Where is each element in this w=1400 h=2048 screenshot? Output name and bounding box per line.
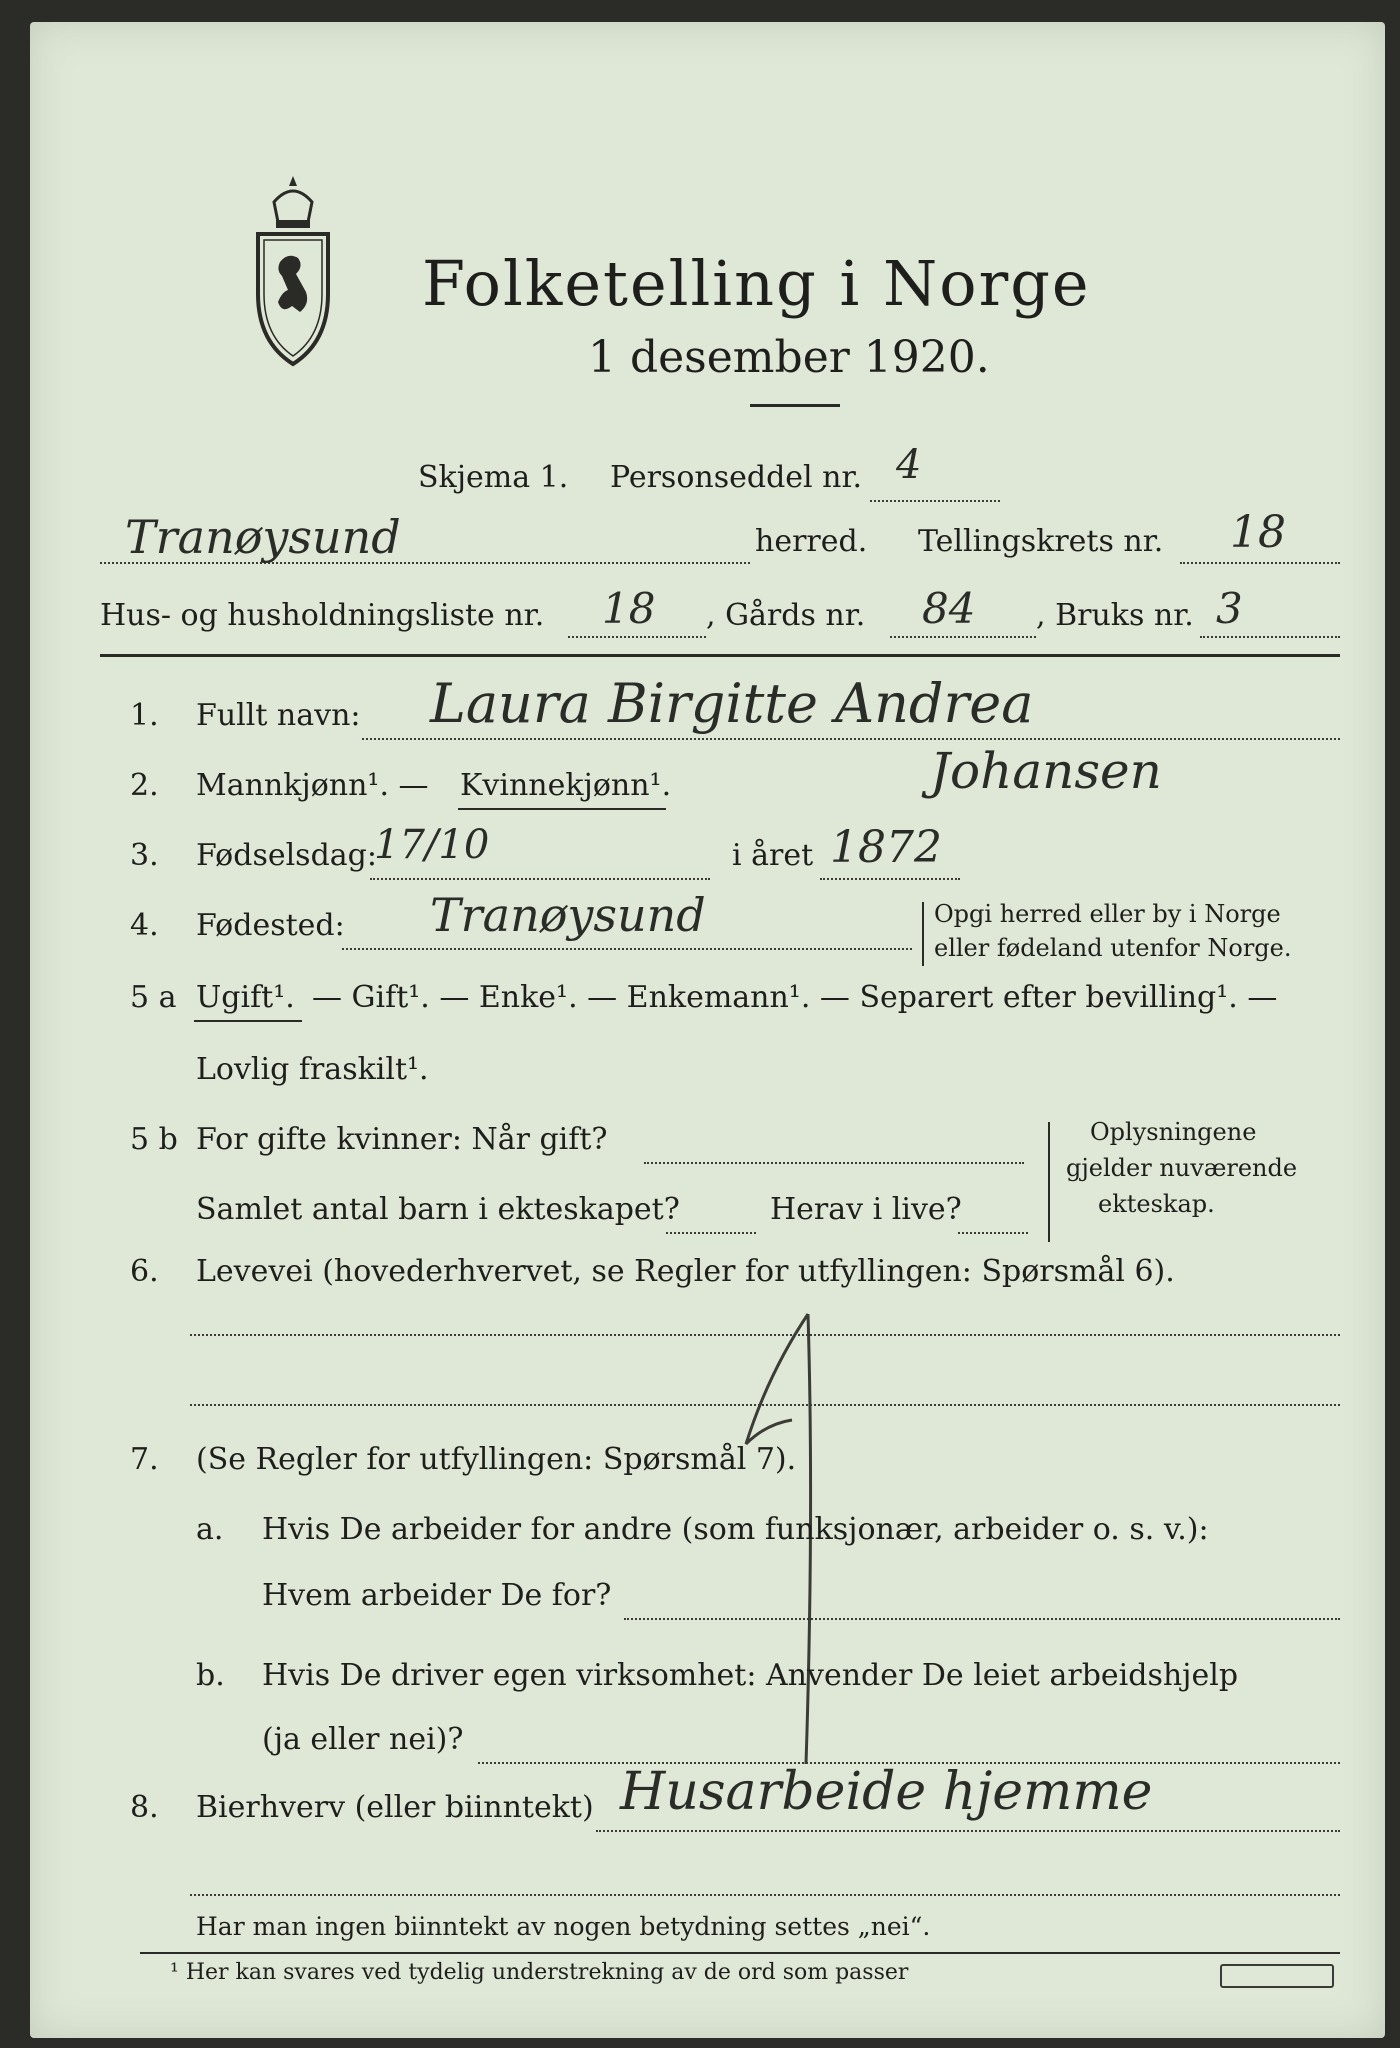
personseddel-value: 4 (896, 442, 922, 488)
q5b-children-line (666, 1232, 756, 1234)
q2-label-female: Kvinnekjønn¹. (460, 768, 672, 803)
q3-number: 3. (130, 838, 159, 873)
husholdningsliste-label: Hus- og husholdningsliste nr. (100, 598, 545, 633)
q4-brace (922, 902, 924, 966)
q7a-line2: Hvem arbeider De for? (262, 1578, 612, 1613)
q5b-note-line3: ekteskap. (1098, 1190, 1215, 1218)
q5b-alive-label: Herav i live? (770, 1192, 962, 1227)
q7a-letter: a. (196, 1512, 224, 1547)
q7b-line1: Hvis De driver egen virksomhet: Anvender De leiet arbeidshjelp (262, 1658, 1239, 1693)
birthplace-value: Tranøysund (430, 888, 706, 942)
q3-year-line (820, 878, 960, 880)
bruks-value: 3 (1216, 584, 1243, 633)
birthyear-value: 1872 (830, 822, 942, 873)
title-divider (750, 404, 840, 407)
q3-line (370, 878, 710, 880)
footnote: ¹ Her kan svares ved tydelig understrekning av de ord som passer (170, 1960, 909, 1985)
q4-line (342, 948, 912, 950)
census-form-page (30, 22, 1385, 2038)
q4-note-line1: Opgi herred eller by i Norge (934, 900, 1281, 928)
q8-label: Bierhverv (eller biinntekt) (196, 1790, 594, 1825)
q3-year-label: i året (732, 838, 814, 873)
q4-number: 4. (130, 908, 159, 943)
husholdningsliste-line (568, 636, 706, 638)
gards-line (890, 636, 1036, 638)
q5b-number: 5 b (130, 1122, 178, 1157)
q2-underline (458, 808, 666, 810)
norwegian-coat-of-arms-icon (252, 172, 334, 372)
q5a-line2: Lovlig fraskilt¹. (196, 1052, 429, 1087)
q2-number: 2. (130, 768, 159, 803)
q5b-line1 (644, 1162, 1024, 1164)
q4-note-line2: eller fødeland utenfor Norge. (934, 934, 1292, 962)
q6-label: Levevei (hovederhvervet, se Regler for utfyllingen: Spørsmål 6). (196, 1254, 1175, 1289)
bruks-label: , Bruks nr. (1036, 598, 1194, 633)
q7-label: (Se Regler for utfyllingen: Spørsmål 7). (196, 1442, 797, 1477)
schema-label: Skjema 1. (418, 460, 569, 495)
herred-value: Tranøysund (125, 510, 401, 564)
personseddel-line (870, 500, 1000, 502)
q5a-ugift: Ugift¹. (196, 980, 295, 1015)
q5a-number: 5 a (130, 980, 177, 1015)
footer-rule (140, 1952, 1340, 1954)
husholdningsliste-value: 18 (602, 584, 656, 633)
q8-line2 (190, 1894, 1340, 1896)
q8-number: 8. (130, 1790, 159, 1825)
birthdate-value: 17/10 (374, 822, 490, 868)
q5b-children-label: Samlet antal barn i ekteskapet? (196, 1192, 680, 1227)
footer-note: Har man ingen biinntekt av nogen betydning settes „nei“. (196, 1912, 931, 1941)
q3-label: Fødselsdag: (196, 838, 377, 873)
q7a-line1: Hvis De arbeider for andre (som funksjonær, arbeider o. s. v.): (262, 1512, 1209, 1547)
tellingskrets-line (1180, 562, 1340, 564)
q5b-note-line1: Oplysningene (1090, 1118, 1257, 1146)
q5b-note-line2: gjelder nuværende (1066, 1154, 1298, 1182)
bruks-line (1200, 636, 1340, 638)
secondary-income-value: Husarbeide hjemme (620, 1762, 1153, 1822)
form-date: 1 desember 1920. (588, 332, 990, 383)
q5a-underline (194, 1020, 302, 1022)
full-name-value: Laura Birgitte Andrea (430, 672, 1034, 735)
q4-label: Fødested: (196, 908, 345, 943)
q1-number: 1. (130, 698, 159, 733)
printer-stamp (1220, 1964, 1334, 1988)
q7b-letter: b. (196, 1658, 225, 1693)
q5b-alive-line (958, 1232, 1028, 1234)
tellingskrets-value: 18 (1230, 507, 1286, 558)
q5a-options: — Gift¹. — Enke¹. — Enkemann¹. — Separert efter bevilling¹. — (312, 980, 1278, 1015)
q2-label-male: Mannkjønn¹. — (196, 768, 429, 803)
q5b-brace (1048, 1122, 1050, 1242)
q7-number: 7. (130, 1442, 159, 1477)
header-rule (100, 654, 1340, 657)
q8-line (596, 1830, 1340, 1832)
form-title: Folketelling i Norge (422, 247, 1091, 320)
q5b-label: For gifte kvinner: Når gift? (196, 1122, 608, 1157)
surname-value: Johansen (930, 742, 1162, 800)
q7a-answer-line (624, 1618, 1340, 1620)
gards-value: 84 (922, 584, 976, 633)
q1-label: Fullt navn: (196, 698, 361, 733)
q6-number: 6. (130, 1254, 159, 1289)
gards-label: , Gårds nr. (706, 598, 866, 633)
herred-label: herred. (755, 524, 868, 559)
q7b-line2: (ja eller nei)? (262, 1722, 464, 1757)
q1-line (362, 738, 1340, 740)
personseddel-label: Personseddel nr. (610, 460, 863, 495)
tellingskrets-label: Tellingskrets nr. (918, 524, 1164, 559)
